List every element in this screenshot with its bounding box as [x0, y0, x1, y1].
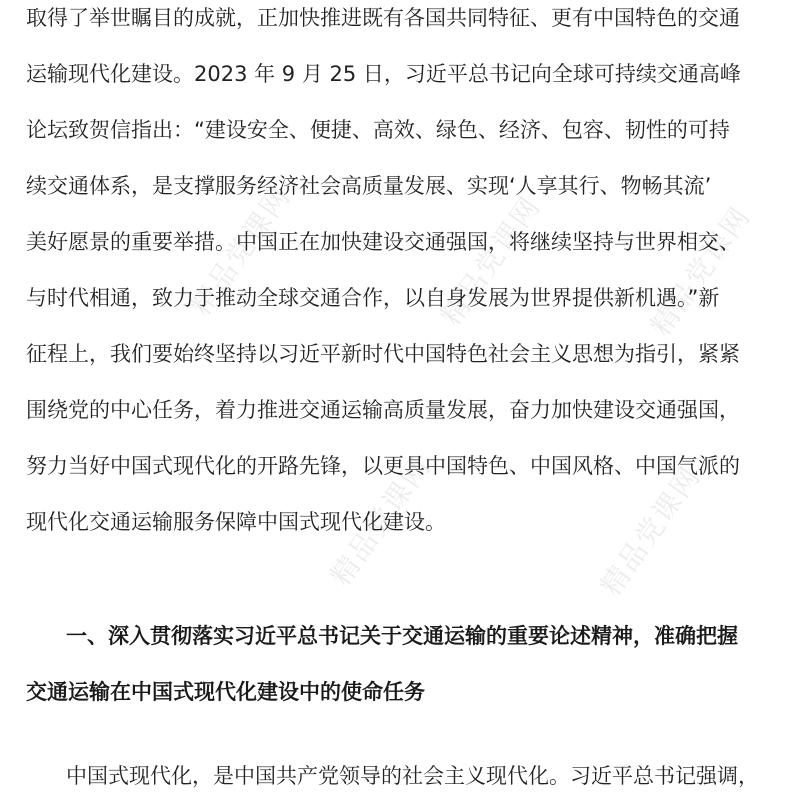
paragraph-line: 现代化交通运输服务保障中国式现代化建设。 — [26, 510, 446, 534]
paragraph-line: 与时代相通，致力于推动全球交通合作，以自身发展为世界提供新机遇。”新 — [26, 286, 720, 310]
watermark: 精品党课网 — [594, 459, 708, 602]
watermark: 精品党课网 — [184, 179, 298, 322]
paragraph-line: 美好愿景的重要举措。中国正在加快建设交通强国，将继续坚持与世界相交、 — [26, 230, 740, 254]
paragraph-line: 论坛致贺信指出：“建设安全、便捷、高效、绿色、经济、包容、韧性的可持 — [26, 118, 730, 142]
paragraph-line: 中国式现代化，是中国共产党领导的社会主义现代化。习近平总书记强调， — [66, 764, 759, 788]
watermark: 精品党课网 — [324, 449, 438, 592]
paragraph-line: 运输现代化建设。2023 年 9 月 25 日，习近平总书记向全球可持续交通高峰 — [26, 62, 741, 86]
paragraph-line: 征程上，我们要始终坚持以习近平新时代中国特色社会主义思想为指引，紧紧 — [26, 342, 740, 366]
watermark: 精品党课网 — [434, 189, 548, 332]
section-heading-line: 一、深入贯彻落实习近平总书记关于交通运输的重要论述精神，准确把握 — [66, 624, 738, 648]
paragraph-line: 围绕党的中心任务，着力推进交通运输高质量发展，奋力加快建设交通强国， — [26, 398, 740, 422]
paragraph-line: 努力当好中国式现代化的开路先锋，以更具中国特色、中国风格、中国气派的 — [26, 454, 740, 478]
section-heading-line: 交通运输在中国式现代化建设中的使命任务 — [26, 680, 425, 704]
watermark: 精品党课网 — [644, 199, 758, 342]
paragraph-line: 取得了举世瞩目的成就，正加快推进既有各国共同特征、更有中国特色的交通 — [26, 6, 740, 30]
paragraph-line: 续交通体系，是支撑服务经济社会高质量发展、实现‘人享其行、物畅其流’ — [26, 174, 712, 198]
